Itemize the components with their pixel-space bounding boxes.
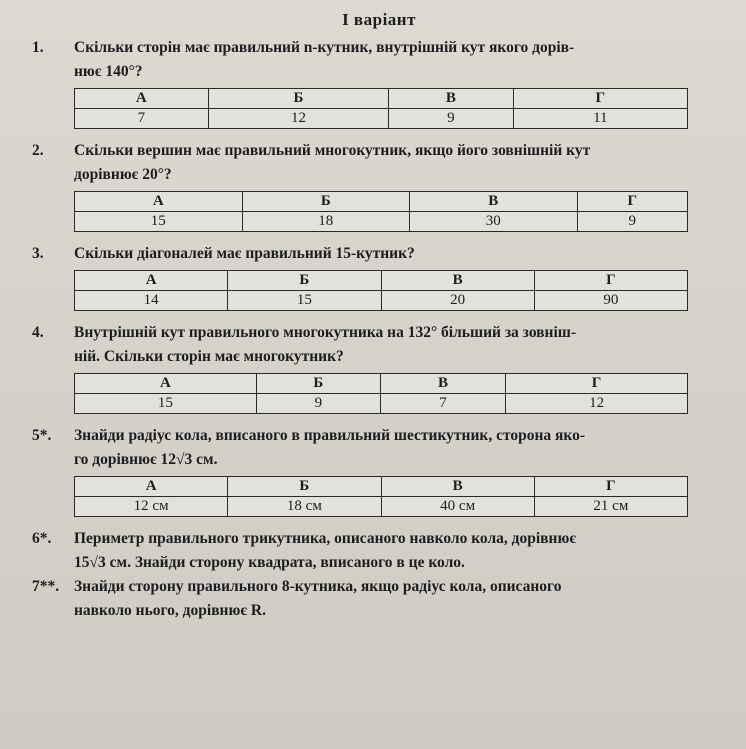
option-header[interactable]: А bbox=[75, 271, 228, 291]
option-value[interactable]: 9 bbox=[256, 394, 380, 414]
question-7 bbox=[32, 575, 726, 623]
option-value[interactable]: 15 bbox=[228, 291, 381, 311]
question-text-line1: Скільки діагоналей має правильний 15-кутник? bbox=[74, 245, 415, 262]
question-number: 2. bbox=[32, 142, 44, 159]
option-value[interactable]: 15 bbox=[75, 212, 243, 232]
option-header[interactable]: А bbox=[75, 477, 228, 497]
option-header[interactable]: Б bbox=[228, 477, 381, 497]
answer-table-4 bbox=[74, 373, 688, 414]
option-header[interactable]: Б bbox=[208, 89, 389, 109]
option-value[interactable]: 7 bbox=[75, 109, 209, 129]
option-value[interactable]: 12 см bbox=[75, 497, 228, 517]
question-number: 6*. bbox=[32, 530, 52, 547]
option-header[interactable]: Г bbox=[534, 271, 687, 291]
option-value[interactable]: 90 bbox=[534, 291, 687, 311]
option-header[interactable]: Г bbox=[513, 89, 687, 109]
variant-title: І варіант bbox=[342, 10, 416, 29]
option-header[interactable]: Г bbox=[506, 374, 688, 394]
option-header[interactable]: В bbox=[381, 271, 534, 291]
option-value[interactable]: 30 bbox=[410, 212, 578, 232]
question-1 bbox=[32, 36, 726, 84]
option-value[interactable]: 14 bbox=[75, 291, 228, 311]
question-5 bbox=[32, 424, 726, 472]
question-text-line1: Скільки сторін має правильний n-кутник, внутрішній кут якого дорів- bbox=[74, 39, 575, 56]
question-number: 3. bbox=[32, 245, 44, 262]
option-header[interactable]: А bbox=[75, 374, 257, 394]
question-text-line2: 15√3 см. Знайди сторону квадрата, вписаного в це коло. bbox=[74, 554, 465, 571]
option-value[interactable]: 12 bbox=[506, 394, 688, 414]
question-text-line2: нює 140°? bbox=[74, 63, 143, 80]
option-header[interactable]: Б bbox=[256, 374, 380, 394]
question-number: 1. bbox=[32, 39, 44, 56]
question-number: 7**. bbox=[32, 578, 60, 595]
answer-table-1 bbox=[74, 88, 688, 129]
option-value[interactable]: 7 bbox=[380, 394, 505, 414]
question-text-line2: дорівнює 20°? bbox=[74, 166, 172, 183]
question-number: 4. bbox=[32, 324, 44, 341]
option-value[interactable]: 18 bbox=[242, 212, 410, 232]
option-header[interactable]: В bbox=[381, 477, 534, 497]
question-4 bbox=[32, 321, 726, 369]
option-header[interactable]: А bbox=[75, 89, 209, 109]
question-text-line1: Скільки вершин має правильний многокутник, якщо його зовнішній кут bbox=[74, 142, 591, 159]
answer-table-5 bbox=[74, 476, 688, 517]
option-header[interactable]: Б bbox=[228, 271, 381, 291]
option-value[interactable]: 15 bbox=[75, 394, 257, 414]
option-value[interactable]: 21 см bbox=[534, 497, 687, 517]
option-value[interactable]: 9 bbox=[577, 212, 687, 232]
option-value[interactable]: 12 bbox=[208, 109, 389, 129]
option-value[interactable]: 20 bbox=[381, 291, 534, 311]
question-2 bbox=[32, 139, 726, 187]
answer-table-3 bbox=[74, 270, 688, 311]
option-value[interactable]: 9 bbox=[389, 109, 513, 129]
option-header[interactable]: В bbox=[389, 89, 513, 109]
question-text-line1: Периметр правильного трикутника, описаного навколо кола, дорівнює bbox=[74, 530, 577, 547]
question-text-line1: Внутрішній кут правильного многокутника на 132° більший за зовніш- bbox=[74, 324, 577, 341]
option-header[interactable]: В bbox=[380, 374, 505, 394]
question-number: 5*. bbox=[32, 427, 52, 444]
option-header[interactable]: Г bbox=[577, 192, 687, 212]
question-3 bbox=[32, 242, 726, 266]
question-text-line2: навколо нього, дорівнює R. bbox=[74, 602, 266, 619]
option-header[interactable]: А bbox=[75, 192, 243, 212]
option-value[interactable]: 11 bbox=[513, 109, 687, 129]
option-header[interactable]: Б bbox=[242, 192, 410, 212]
option-header[interactable]: В bbox=[410, 192, 578, 212]
answer-table-2 bbox=[74, 191, 688, 232]
option-header[interactable]: Г bbox=[534, 477, 687, 497]
question-text-line1: Знайди сторону правильного 8-кутника, якщо радіус кола, описаного bbox=[74, 578, 562, 595]
question-text-line2: го дорівнює 12√3 см. bbox=[74, 451, 218, 468]
question-text-line2: ній. Скільки сторін має многокутник? bbox=[74, 348, 344, 365]
option-value[interactable]: 18 см bbox=[228, 497, 381, 517]
question-6 bbox=[32, 527, 726, 575]
option-value[interactable]: 40 см bbox=[381, 497, 534, 517]
question-text-line1: Знайди радіус кола, вписаного в правильний шестикутник, сторона яко- bbox=[74, 427, 586, 444]
